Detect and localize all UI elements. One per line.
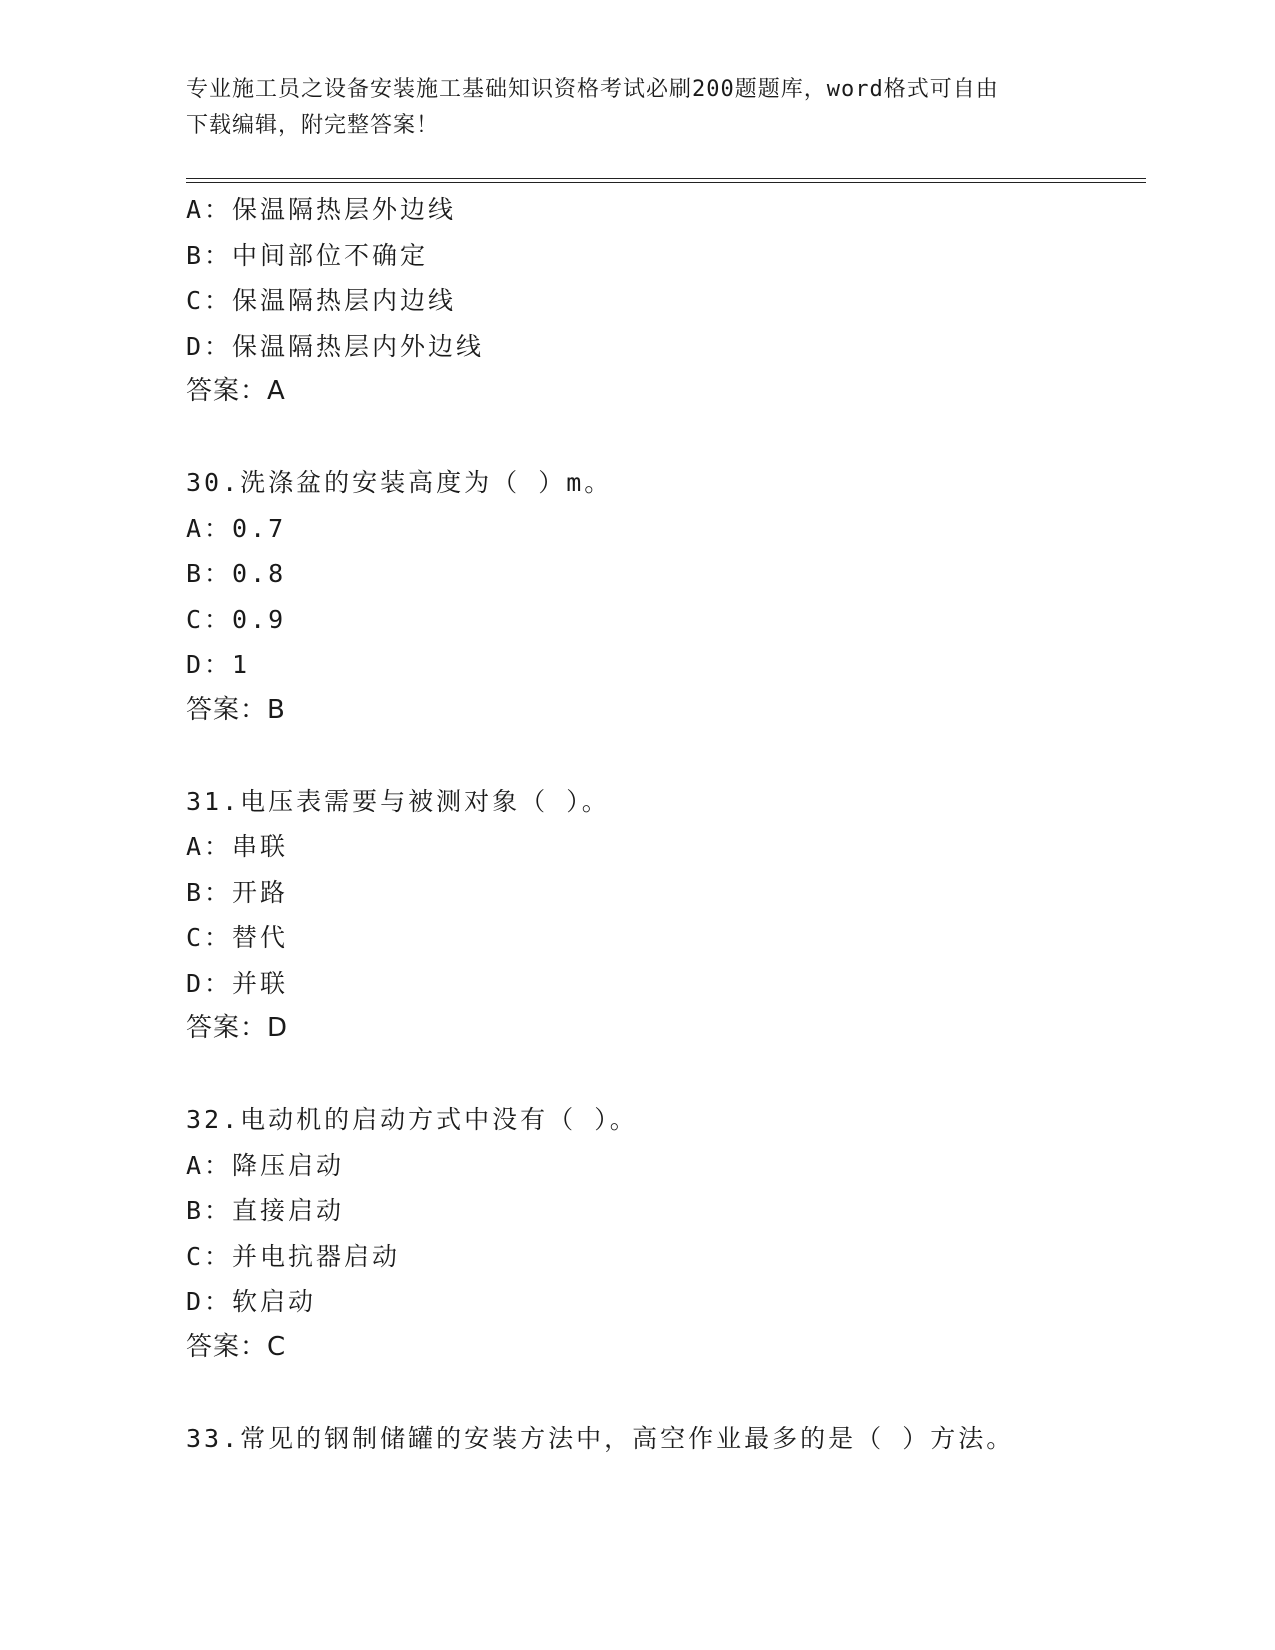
option-c: C：保温隔热层内边线 — [186, 286, 457, 315]
option-a: A：保温隔热层外边线 — [186, 195, 457, 224]
option-a: A：0.7 — [186, 513, 287, 543]
question-stem: 32.电动机的启动方式中没有（ ）。 — [186, 1105, 638, 1134]
option-a: A：降压启动 — [186, 1150, 345, 1180]
question-32 — [186, 1097, 1146, 1370]
question-continued — [186, 187, 1146, 415]
question-30 — [186, 460, 1146, 733]
header-title-line-1: 专业施工员之设备安装施工基础知识资格考试必刷200题题库，word格式可自由 — [186, 77, 999, 102]
option-a: A：串联 — [186, 832, 289, 861]
option-c: C：并电抗器启动 — [186, 1241, 401, 1271]
option-d: D：1 — [186, 650, 251, 679]
option-b: B：中间部位不确定 — [186, 240, 429, 270]
question-33 — [186, 1416, 1146, 1462]
answer-line: 答案：B — [186, 694, 286, 725]
document-header — [186, 72, 1066, 144]
answer-line: 答案：C — [186, 1331, 287, 1362]
option-b: B：直接启动 — [186, 1196, 345, 1225]
question-stem: 31.电压表需要与被测对象（ ）。 — [186, 786, 610, 816]
option-b: B：0.8 — [186, 559, 287, 588]
question-stem: 30.洗涤盆的安装高度为（ ）m。 — [186, 468, 613, 497]
option-b: B：开路 — [186, 877, 289, 907]
question-spacer — [186, 1052, 1146, 1098]
answer-line: 答案：A — [186, 376, 286, 406]
document-page — [186, 0, 1146, 1650]
option-c: C：0.9 — [186, 604, 287, 634]
question-list — [186, 187, 1146, 1461]
question-spacer — [186, 1370, 1146, 1416]
question-31 — [186, 779, 1146, 1052]
header-title-line-2: 下载编辑，附完整答案！ — [186, 113, 440, 138]
option-d: D：并联 — [186, 968, 289, 998]
answer-line: 答案：D — [186, 1013, 289, 1043]
question-spacer — [186, 733, 1146, 779]
question-stem: 33.常见的钢制储罐的安装方法中，高空作业最多的是（ ）方法。 — [186, 1423, 1015, 1453]
question-spacer — [186, 415, 1146, 461]
option-d: D：保温隔热层内外边线 — [186, 331, 485, 361]
option-c: C：替代 — [186, 923, 289, 952]
option-d: D：软启动 — [186, 1287, 317, 1316]
header-divider — [186, 178, 1146, 183]
